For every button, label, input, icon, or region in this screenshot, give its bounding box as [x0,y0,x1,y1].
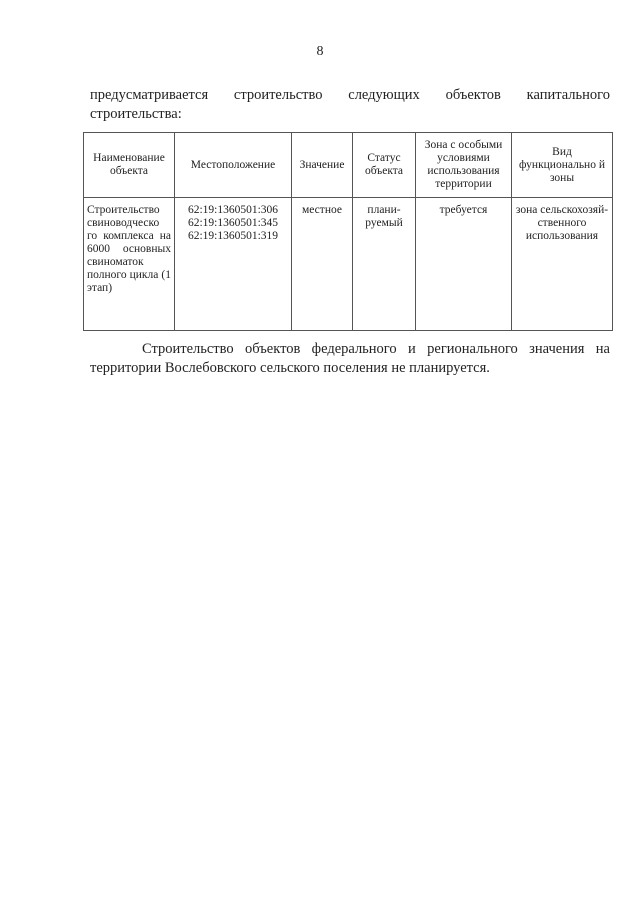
table-row [84,198,613,331]
header-status: Статус объекта [353,133,416,198]
closing-paragraph: Строительство объектов федерального и регионального значения на территории Вослебовского сельского поселения не планируется. [90,341,610,376]
cadastral-number: 62:19:1360501:319 [187,230,279,242]
intro-paragraph-line1: предусматривается строительство следующих объектов капитального [90,87,610,103]
cell-location [175,198,292,331]
cadastral-number: 62:19:1360501:306 [187,204,279,216]
capital-objects-table [83,132,613,331]
header-location: Местоположение [175,133,292,198]
cell-object-name: Строительство свиноводческо го комплекса на 6000 основных свиноматок полного цикла (1 этап) [84,198,175,331]
cell-functional-zone: зона сельскохозяй-ственного использования [512,198,613,331]
header-significance: Значение [292,133,353,198]
cell-special-zone: требуется [416,198,512,331]
header-functional-zone: Вид функционально й зоны [512,133,613,198]
intro-paragraph-line2: строительства: [90,106,182,122]
cell-significance: местное [292,198,353,331]
page-number: 8 [316,44,324,59]
table-header-row [84,133,613,198]
header-special-zone: Зона с особыми условиями использования территории [416,133,512,198]
cadastral-number: 62:19:1360501:345 [187,217,279,229]
header-object-name: Наименование объекта [84,133,175,198]
cell-status: плани-руемый [353,198,416,331]
